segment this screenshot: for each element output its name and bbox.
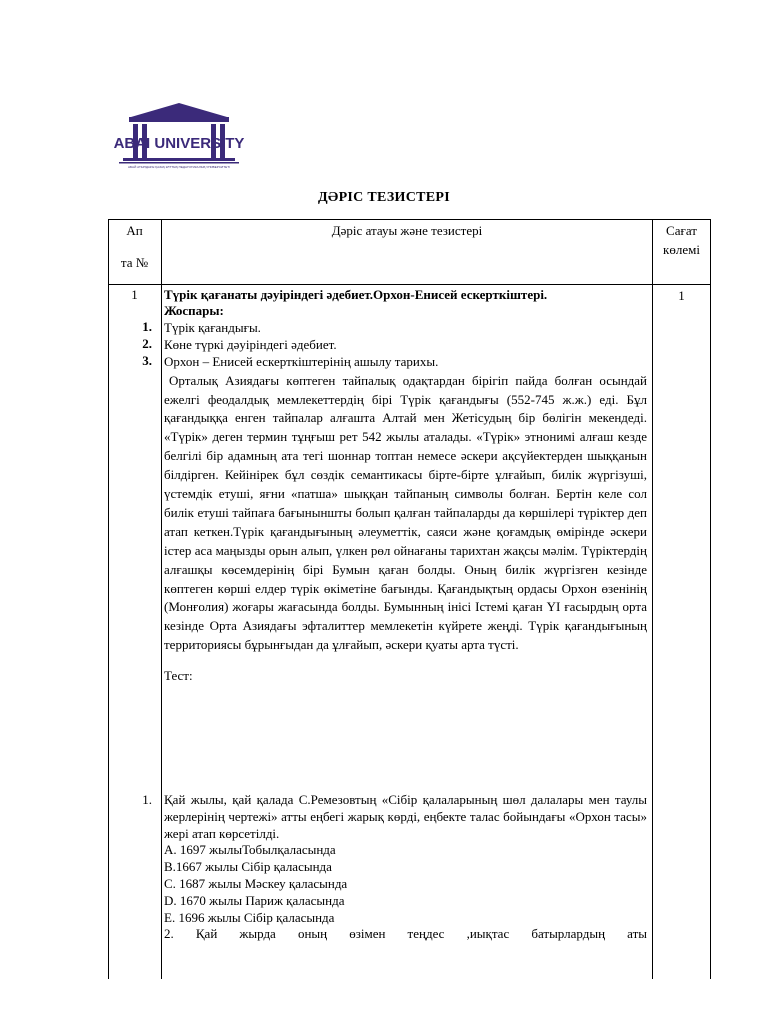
header-week-line1: Ап	[126, 223, 143, 238]
university-logo	[113, 103, 245, 171]
abai-university-emblem-icon	[113, 103, 245, 171]
row-hours: 1	[678, 288, 685, 303]
table-header-divider	[108, 284, 711, 285]
lecture-content	[164, 287, 647, 686]
plan-number: 3.	[142, 353, 152, 368]
answer-option: B.1667 жылы Сібір қаласында	[164, 859, 332, 875]
plan-label: Жоспары:	[164, 303, 224, 318]
page-title: ДӘРІС ТЕЗИСТЕРІ	[318, 190, 450, 205]
logo-subtitle: АБАЙ АТЫНДАҒЫ ҚАЗАҚ ҰЛТТЫҚ ПЕДАГОГИКАЛЫҚ УНИВЕРСИТЕТІ	[127, 165, 231, 169]
test-question-text: Қай жылы, қай қалада С.Ремезовтың «Сібір қалаларының шөл далалары мен таулы жерлерінің чертежі» атты еңбегі жарық көрді, еңбекте талас бойындағы «Орхон тасы» жері атап көрсетілді.	[164, 792, 647, 841]
plan-item: Көне түркі дәуіріндегі әдебиет.	[164, 337, 337, 353]
lecture-topic-title: Түрік қағанаты дәуіріндегі әдебиет.Орхон-Енисей ескерткіштері.	[164, 287, 548, 302]
table-column-divider-2	[652, 219, 653, 979]
row-week-number: 1	[131, 287, 138, 302]
plan-number: 2.	[142, 336, 152, 351]
answer-option: D. 1670 жылы Париж қаласында	[164, 892, 345, 908]
plan-item: Түрік қағандығы.	[164, 320, 261, 335]
answer-option: C. 1687 жылы Мәскеу қаласында	[164, 875, 348, 891]
logo-brand-text: ABAI UNIVERSITY	[113, 135, 245, 152]
lecture-theses-table	[108, 219, 711, 979]
test-label: Тест:	[164, 668, 193, 684]
table-column-divider-1	[161, 219, 162, 979]
answer-option: E. 1696 жылы Сібір қаласында	[164, 909, 335, 925]
test-question-block	[164, 792, 647, 943]
question-number: 1.	[142, 792, 152, 807]
lecture-body-text: Орталық Азиядағы көптеген тайпалық одақтардан бірігіп пайда болған осындай ежелгі феодалдық мемлекеттердің бірі Түрік қағандығы (552-745 ж.ж.) еді. Бұл қағандыққа енген тайпалар алғашта Алтай мен Жетісудың бір бөлігін мекендеді. «Түрік» деген термин тұңғыш рет 542 жылы аталады. «Түрік» этнонимі алғаш кезде белгілі бір адамның ата тегі шоннар топтан немесе әскери ақсүйектерден шыққанын білдірген. Кейінірек бұл сөздік семантикасы бірте-бірте ұлғайып, билік жүргізуші, үстемдік етуші, яғни «патша» шыққан тайпаның символы болған. Бертін келе сол билік етуші тайпаға бағыныншты болып қалған тайпаларды да көршілері түріктер деп атап кеткен.Түрік қағандығының әлеуметтік, саяси және қоғамдық өмірінде әскери істер аса маңызды орын алып, үлкен рөл ойнағаны тарихтан жақсы мәлім. Түріктердің алғашқы көсемдерінің бірі Бумын қаған болды. Оның билік жүргізген кезінде көптеген көрші елдер түрік өкіметіне бағынды. Қағандықтың ордасы Орхон өзенінің (Монғолия) жоғары жағасында болды. Бумынның інісі Істемі қаған YI ғасырдың орта кезінде Орта Азиядағы эфталиттер мемлекетін күйрете жеңді. Түрік қағандығының территориясы бұрынғыдан да ұлғайып, әскери қуаты арта түсті.	[164, 372, 647, 653]
header-hours-line1: Сағат	[666, 223, 697, 238]
header-week-line2: та №	[120, 255, 149, 270]
table-border-right	[710, 219, 711, 979]
header-topic: Дәріс атауы және тезистері	[331, 223, 483, 238]
plan-item: Орхон – Енисей ескерткіштерінің ашылу тарихы.	[164, 354, 439, 370]
table-border-top	[108, 219, 711, 220]
test-question-2-partial: 2. Қай жырда оның өзімен теңдес ,иықтас батырлардың аты	[164, 926, 647, 942]
header-hours-line2: көлемі	[663, 242, 700, 257]
answer-option: A. 1697 жылыТобылқаласында	[164, 842, 336, 858]
plan-number: 1.	[142, 319, 152, 334]
